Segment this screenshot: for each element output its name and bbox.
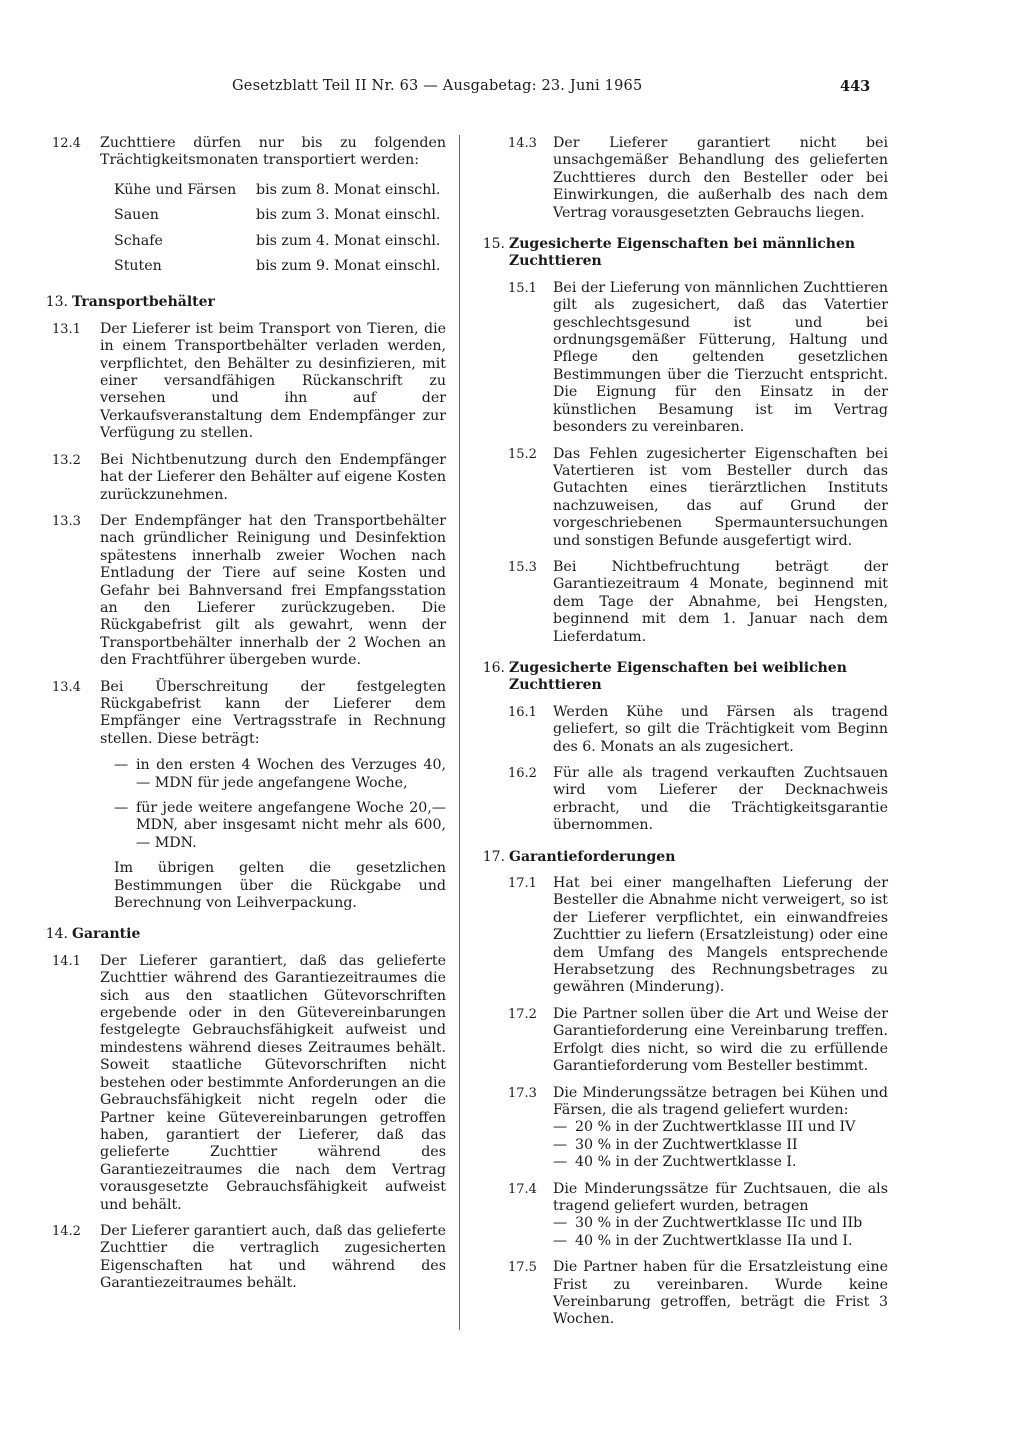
reduction-rate [553, 1154, 888, 1171]
right-column [476, 135, 888, 1338]
clause-text: Der Lieferer garantiert, daß das gelieferte Zuchttier während des Garantiezeitraumes die sich aus den staatlichen Gütevorschriften ergebende oder in den Gütevereinbarungen festgelegte Gebrauchsfähigkeit aufweist und mindestens während dieses Zeitraumes behält. Soweit staatliche Gütevorschriften nicht bestehen oder bestimmte Anforderungen an die Gebrauchsfähigkeit nicht regeln oder die Partner keine Gütevereinbarungen getroffen haben, garantiert der Lieferer, daß das gelieferte Zuchttier während des Garantiezeitraumes die nach dem Vertrag vorausgesetzte Gebrauchsfähigkeit aufweist und behält. [100, 952, 446, 1213]
section-title: Garantieforderungen [509, 848, 676, 865]
limit-cell: bis zum 8. Monat einschl. [256, 181, 441, 198]
clause-14-3 [476, 135, 888, 222]
clause-number: 13.2 [52, 452, 81, 468]
clause-number: 14.1 [52, 953, 81, 969]
running-head: Gesetzblatt Teil II Nr. 63 — Ausgabetag: 23. Juni 1965 [232, 78, 643, 94]
clause-number: 12.4 [52, 136, 81, 151]
limit-cell: bis zum 9. Monat einschl. [256, 258, 441, 275]
clause-15-1 [476, 280, 888, 437]
section-number: 15. [482, 236, 505, 253]
clause-body [553, 1181, 888, 1251]
animal-cell: Kühe und Färsen [114, 181, 237, 198]
clause-text: Das Fehlen zugesicherter Eigenschaften bei Vatertieren ist vom Besteller durch das Gutachten eines tierärztlichen Instituts nachzuweisen, das auf Grund der vorgeschriebenen Spermauntersuchungen und sonstigen Befunde ausgefertigt wird. [553, 445, 888, 549]
clause-text: Der Endempfänger hat den Transportbehälter nach gründlicher Reinigung und Desinfektion spätestens innerhalb zweier Wochen nach Entladung der Tiere auf seine Kosten und Gefahr bei Bahnversand frei Empfangsstation an den Lieferer zurückzugeben. Die Rückgabefrist gilt als gewahrt, wenn der Transportbehälter innerhalb der 2 Wochen an den Frachtführer übergeben wurde. [100, 512, 446, 669]
dash-marker: — [114, 800, 129, 816]
page-number: 443 [840, 78, 871, 95]
clause-number: 16.1 [508, 704, 537, 720]
section-title: Garantie [72, 926, 141, 943]
section-number: 17. [482, 848, 505, 865]
clause-text: Die Partner haben für die Ersatzleistung eine Frist zu vereinbaren. Wurde keine Vereinbarung getroffen, beträgt die Frist 3 Wochen. [553, 1259, 888, 1328]
section-heading-17 [476, 849, 888, 866]
clause-12-4 [38, 135, 446, 170]
clause-16-1 [476, 704, 888, 756]
column-divider [459, 135, 460, 1330]
reduction-rate [553, 1233, 888, 1250]
limit-cell: bis zum 4. Monat einschl. [256, 232, 441, 249]
section-number: 14. [45, 926, 68, 943]
dash-marker: — [553, 1232, 568, 1249]
clause-number: 17.2 [508, 1006, 537, 1022]
clause-number: 16.2 [508, 766, 537, 781]
clause-17-5 [476, 1259, 888, 1329]
clause-17-3 [476, 1085, 888, 1172]
clause-number: 17.1 [508, 876, 537, 892]
section-heading-14 [38, 926, 446, 943]
clause-13-4 [38, 679, 446, 749]
table-row [114, 204, 440, 229]
clause-number: 17.3 [508, 1085, 537, 1101]
animal-cell: Stuten [114, 258, 162, 275]
clause-text: Der Lieferer garantiert auch, daß das gelieferte Zuchttier die vertraglich zugesicherten Eigenschaften hat und während des Garantiezeitraumes behält. [100, 1222, 446, 1292]
dash-marker: — [553, 1136, 568, 1153]
clause-13-3 [38, 513, 446, 670]
section-number: 16. [482, 659, 505, 676]
clause-text: Die Minderungssätze betragen bei Kühen und Färsen, die als tragend geliefert wurden: [553, 1084, 888, 1118]
animal-cell: Schafe [114, 232, 163, 249]
clause-text: Hat bei einer mangelhaften Lieferung der Besteller die Abnahme nicht verweigert, so ist der Lieferer verpflichtet, ein einwandfreies Zuchttier zu liefern (Ersatzleistung) oder eine dem Umfang des Mangels entsprechende Herabsetzung des Rechnungsbetrages zu gewähren (Minderung). [553, 875, 888, 996]
clause-15-3 [476, 559, 888, 646]
clause-text: Zuchttiere dürfen nur bis zu folgenden Trächtigkeitsmonaten transportiert werden: [100, 135, 446, 169]
reduction-rate [553, 1137, 888, 1154]
clause-text: Der Lieferer garantiert nicht bei unsachgemäßer Behandlung des gelieferten Zuchttieres durch den Besteller oder bei Einwirkungen, die außerhalb des nach dem Vertrag vorausgesetzten Gebrauchs liegen. [553, 135, 888, 221]
table-row [114, 179, 440, 204]
clause-14-2 [38, 1223, 446, 1293]
clause-number: 15.3 [508, 559, 537, 575]
clause-number: 15.2 [508, 446, 537, 462]
clause-number: 13.4 [52, 679, 81, 695]
section-title: Zugesicherte Eigenschaften bei männlichen Zuchttieren [509, 236, 856, 270]
clause-body [553, 1085, 888, 1172]
clause-17-4 [476, 1181, 888, 1251]
penalty-item [114, 800, 446, 852]
clause-text: Bei Nichtbefruchtung beträgt der Garantiezeitraum 4 Monate, beginnend mit dem Tage der Abnahme, bei Hengsten, beginnend mit dem 1. Januar nach dem Lieferdatum. [553, 558, 888, 645]
dash-marker: — [553, 1154, 568, 1171]
left-column [38, 135, 446, 1302]
dash-marker: — [553, 1119, 568, 1136]
pregnancy-limits-table [114, 179, 440, 281]
clause-text: Die Partner sollen über die Art und Weise der Garantieforderung eine Vereinbarung treffen. Erfolgt dies nicht, so wird die zu erfüllende Garantieforderung vom Besteller bestimmt. [553, 1005, 888, 1075]
reduction-rate-text: 30 % in der Zuchtwertklasse II [575, 1136, 798, 1153]
section-title: Zugesicherte Eigenschaften bei weiblichen Zuchttieren [509, 659, 847, 694]
clause-text: Die Minderungssätze für Zuchtsauen, die als tragend geliefert wurden, betragen [553, 1180, 888, 1214]
clause-17-2 [476, 1006, 888, 1076]
clause-number: 14.3 [508, 136, 537, 151]
clause-number: 13.3 [52, 513, 81, 529]
clause-16-2 [476, 765, 888, 835]
penalty-text: in den ersten 4 Wochen des Verzuges 40,— MDN für jede angefangene Woche, [136, 757, 446, 791]
section-heading-13 [38, 294, 446, 311]
clause-text: Bei Überschreitung der festgelegten Rückgabefrist kann der Lieferer dem Empfänger eine Vertragsstrafe in Rechnung stellen. Diese beträgt: [100, 678, 446, 747]
table-row [114, 230, 440, 255]
dash-marker: — [114, 757, 129, 774]
section-heading-15 [476, 236, 888, 271]
section-title: Transportbehälter [72, 294, 215, 311]
clause-text: Werden Kühe und Färsen als tragend geliefert, so gilt die Trächtigkeit vom Beginn des 6. Monats an als zugesichert. [553, 703, 888, 755]
reduction-rate [553, 1119, 888, 1136]
penalty-item [114, 757, 446, 792]
clause-15-2 [476, 446, 888, 550]
limit-cell: bis zum 3. Monat einschl. [256, 207, 441, 224]
clause-number: 15.1 [508, 280, 537, 296]
clause-text: Der Lieferer ist beim Transport von Tieren, die in einem Transportbehälter verladen werden, verpflichtet, den Behälter zu desinfizieren, mit einer versandfähigen Rückanschrift zu versehen und ihn auf der Verkaufsveranstaltung dem Endempfänger zur Verfügung zu stellen. [100, 320, 446, 442]
clause-number: 17.5 [508, 1260, 537, 1276]
reduction-rate [553, 1215, 888, 1232]
table-row [114, 255, 440, 280]
clause-17-1 [476, 875, 888, 997]
reduction-rate-text: 40 % in der Zuchtwertklasse I. [575, 1154, 797, 1171]
reduction-rate-text: 40 % in der Zuchtwertklasse IIa und I. [575, 1232, 853, 1249]
closing-paragraph: Im übrigen gelten die gesetzlichen Bestimmungen über die Rückgabe und Berechnung von Leihverpackung. [114, 860, 446, 912]
clause-number: 13.1 [52, 321, 81, 337]
reduction-rate-text: 20 % in der Zuchtwertklasse III und IV [575, 1119, 856, 1136]
clause-text: Bei Nichtbenutzung durch den Endempfänger hat der Lieferer den Behälter auf eigene Kosten zurückzunehmen. [100, 451, 446, 503]
clause-text: Bei der Lieferung von männlichen Zuchttieren gilt als zugesichert, daß das Vatertier geschlechtsgesund ist und bei ordnungsgemäßer Fütterung, Haltung und Pflege den geltenden gesetzlichen Bestimmungen über die Tierzucht entspricht. Die Eignung für den Einsatz in der künstlichen Besamung ist im Vertrag besonders zu vereinbaren. [553, 279, 888, 436]
clause-text: Für alle als tragend verkauften Zuchtsauen wird vom Lieferer der Decknachweis erbracht, und die Trächtigkeitsgarantie übernommen. [553, 765, 888, 834]
clause-13-2 [38, 452, 446, 504]
section-heading-16 [476, 660, 888, 695]
clause-number: 17.4 [508, 1181, 537, 1197]
animal-cell: Sauen [114, 207, 159, 224]
penalty-text: für jede weitere angefangene Woche 20,— MDN, aber insgesamt nicht mehr als 600,— MDN. [136, 800, 446, 851]
clause-number: 14.2 [52, 1223, 81, 1239]
reduction-rate-text: 30 % in der Zuchtwertklasse IIc und IIb [575, 1215, 863, 1232]
clause-13-1 [38, 321, 446, 443]
clause-14-1 [38, 953, 446, 1214]
section-number: 13. [45, 294, 68, 311]
dash-marker: — [553, 1215, 568, 1232]
